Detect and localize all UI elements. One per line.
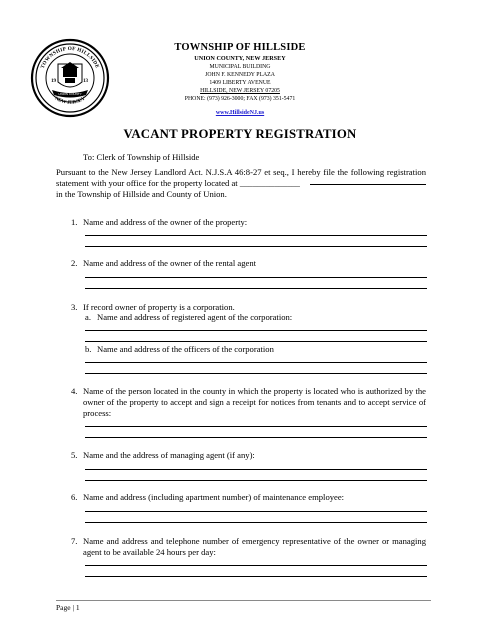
sub-question-letter: b. [85,344,92,354]
document-title: VACANT PROPERTY REGISTRATION [123,127,357,141]
answer-line[interactable] [85,246,427,247]
seal-year-right: 13 [83,79,88,84]
seal-banner: UNION COUNTY [58,92,82,96]
footer-divider [56,600,431,601]
question-text: Name and the address of managing agent (if any): [83,450,255,460]
question-text: Name and address of the owner of the rental agent [83,258,256,268]
township-title: TOWNSHIP OF HILLSIDE [174,42,306,53]
township-seal-icon [30,38,110,118]
question-number: 2. [71,258,78,268]
question-number: 3. [71,302,78,312]
intro-text: Pursuant to the New Jersey Landlord Act. N.J.S.A 46:8-27 et seq., I hereby file the following registration statement with your office for the property located at ______________ [56,167,426,188]
sub-question-text: Name and address of registered agent of the corporation: [97,312,293,322]
addressee-line: To: Clerk of Township of Hillside [83,152,200,162]
answer-line[interactable] [85,437,427,438]
answer-line[interactable] [85,235,427,236]
answer-line[interactable] [85,565,427,566]
answer-line[interactable] [85,277,427,278]
question-text: If record owner of property is a corporation. [83,302,235,312]
sub-question-text: Name and address of the officers of the corporation [97,344,274,354]
seal-ring-top: TOWNSHIP OF HILLSIDE [39,45,101,70]
question-number: 7. [71,536,78,546]
intro-text-end: in the Township of Hillside and County of Union. [56,189,227,199]
question-text: Name and address (including apartment number) of maintenance employee: [83,492,345,502]
question-number: 6. [71,492,78,502]
page-number: Page | 1 [56,603,80,612]
question-text: Name of the person located in the county in which the property is located who is authorized by the owner of the property to accept and sign a receipt for notices from tenants and to accept service of process: [83,386,426,418]
property-address-field[interactable] [310,184,426,185]
answer-line[interactable] [85,480,427,481]
address-line: MUNICIPAL BUILDING [209,64,271,70]
question-number: 4. [71,386,78,396]
answer-line[interactable] [85,511,427,512]
question-number: 5. [71,450,78,460]
website-link[interactable]: www.HillsideNJ.us [215,110,265,116]
answer-line[interactable] [85,576,427,577]
answer-line[interactable] [85,373,427,374]
sub-question-letter: a. [85,312,91,322]
answer-line[interactable] [85,330,427,331]
answer-line[interactable] [85,362,427,363]
address-line: HILLSIDE, NEW JERSEY 07205 [200,88,280,94]
seal-ring-bottom: NEW JERSEY [53,96,87,106]
answer-line[interactable] [85,341,427,342]
question-text: Name and address of the owner of the property: [83,217,248,227]
answer-line[interactable] [85,288,427,289]
seal-year-left: 19 [51,79,56,84]
question-number: 1. [71,217,78,227]
address-line: JOHN F. KENNEDY PLAZA [205,72,275,78]
address-line: 1409 LIBERTY AVENUE [209,80,271,86]
phone-fax-line: PHONE: (973) 926-3000; FAX (973) 351-5471 [184,96,296,102]
county-line: UNION COUNTY, NEW JERSEY [194,55,286,62]
answer-line[interactable] [85,426,427,427]
answer-line[interactable] [85,469,427,470]
question-text: Name and address and telephone number of emergency representative of the owner or managing agent to be available 24 hours per day: [83,536,426,557]
answer-line[interactable] [85,522,427,523]
